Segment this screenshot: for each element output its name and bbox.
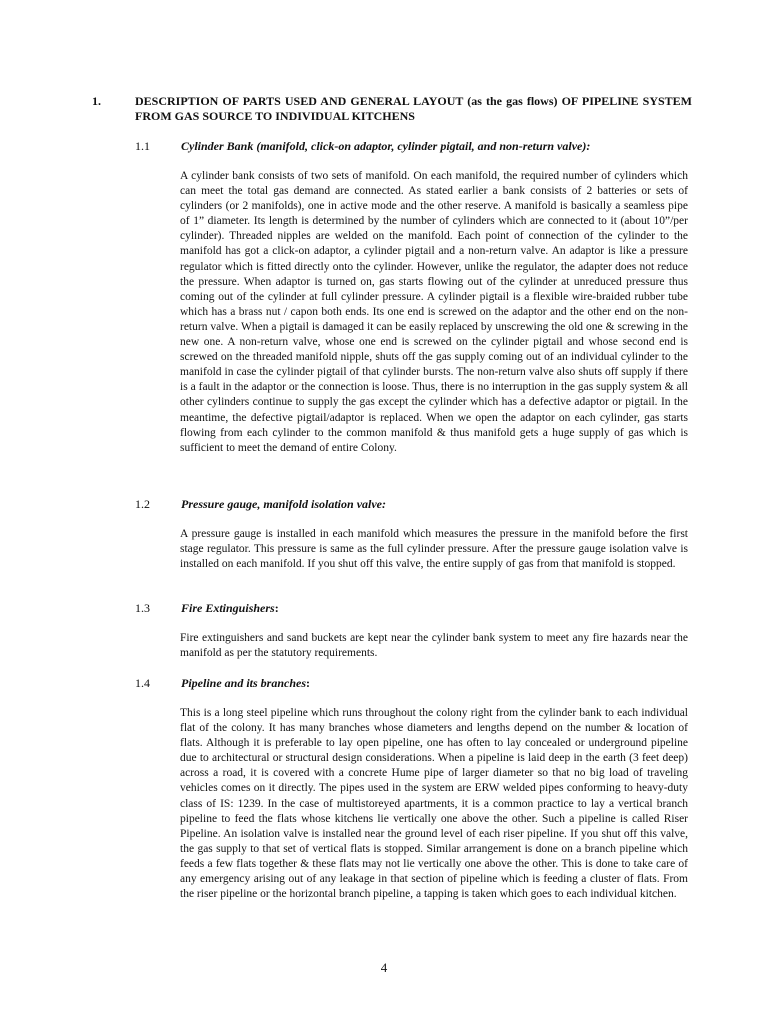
paragraph-fire-extinguishers: Fire extinguishers and sand buckets are kept near the cylinder bank system to meet any fire hazards near the manifold as per the statutory requirements. bbox=[180, 632, 688, 660]
paragraph-cylinder-bank: A cylinder bank consists of two sets of manifold. On each manifold, the required number of cylinders which can meet the total gas demand are connected. As stated earlier a bank consists of 2 batteries or sets of cylinders (or 2 manifolds), one in active mode and the other reserve. A manifold is basically a seamless pipe of 1” diameter. Its length is determined by the number of cylinders which are connected to it (about 10”/per cylinder). Threaded nipples are welded on the manifold. Each point of connection of the cylinder to the manifold has got a click-on adaptor, a cylinder pigtail and a non-return valve. An adaptor is like a pressure regulator which is fitted directly onto the cylinder. However, unlike the regulator, the adapter does not reduce the pressure. When adaptor is turned on, gas starts flowing out of the cylinder at unreduced pressure thus coming out of the cylinder at full cylinder pressure. A cylinder pigtail is a flexible wire-braided rubber tube which has a brass nut / capon both ends. Its one end is screwed on the adaptor and the other end on the non-return valve. When a pigtail is damaged it can be easily replaced by unscrewing the old one & screwing in the new one. A non-return valve, whose one end is screwed on the cylinder pigtail and whose second end is screwed on the threaded manifold nipple, shuts off the gas supply coming out of an individual cylinder to the manifold in case the cylinder pigtail of that cylinder bursts. The non-return valve also shuts off supply if there is a fault in the adaptor or the connection is loose. Thus, there is no interruption in the gas supply system & all other cylinders continue to supply the gas except the cylinder which has a defective adaptor or pigtail. In the meantime, the defective pigtail/adaptor is replaced. When we open the adaptor on each cylinder, gas starts flowing from each cylinder to the common manifold & thus manifold gets a huge supply of gas which is sufficient to meet the demand of entire Colony. bbox=[180, 170, 688, 454]
subsection-number: 1.4 bbox=[135, 676, 150, 690]
paragraph-pipeline-branches: This is a long steel pipeline which runs throughout the colony right from the cylinder bank to each individual flat of the colony. It has many branches whose diameters and lengths depend on the number & location of flats. Although it is preferable to lay open pipeline, one has often to lay concealed or underground pipeline due to architectural or structural design considerations. When a pipeline is laid deep in the earth (3 feet deep) across a road, it is covered with a concrete Hume pipe of larger diameter so that no big load of traveling vehicles comes on it directly. The pipes used in the system are ERW welded pipes conforming to heavy-duty class of IS: 1239. In the case of multistoreyed apartments, it is a common practice to lay a vertical branch pipeline to feed the flats whose kitchens lie vertically one above the other. Such a pipeline is called Riser Pipeline. An isolation valve is installed near the ground level of each riser pipeline. If you shut off this valve, the gas supply to that set of vertical flats is stopped. Similar arrangement is done on a branch pipeline which feeds a few flats together & these flats may not lie vertically one above the other. This is done to take care of any emergency arising out of any leakage in that section of pipeline which is feeding a cluster of flats. From the riser pipeline or the horizontal branch pipeline, a tapping is taken which goes to each individual kitchen. bbox=[180, 707, 688, 901]
section-title: DESCRIPTION OF PARTS USED AND GENERAL LAYOUT (as the gas flows) OF PIPELINE SYSTEM FROM GAS SOURCE TO INDIVIDUAL KITCHENS bbox=[135, 94, 692, 123]
section-number: 1. bbox=[92, 94, 101, 108]
subsection-number: 1.1 bbox=[135, 139, 150, 153]
subsection-title: Pressure gauge, manifold isolation valve: bbox=[181, 497, 386, 511]
subsection-title: Fire Extinguishers bbox=[181, 601, 275, 615]
subsection-title: Pipeline and its branches bbox=[181, 676, 307, 690]
subsection-title: Cylinder Bank (manifold, click-on adaptor, cylinder pigtail, and non-return valve): bbox=[181, 139, 591, 153]
subsection-number: 1.2 bbox=[135, 497, 150, 511]
subsection-title-colon: : bbox=[306, 676, 311, 690]
paragraph-pressure-gauge: A pressure gauge is installed in each manifold which measures the pressure in the manifold before the first stage regulator. This pressure is same as the full cylinder pressure. After the pressure gauge isolation valve is installed on each manifold. If you shut off this valve, the entire supply of gas from that manifold is stopped. bbox=[180, 528, 688, 571]
page-number: 4 bbox=[380, 960, 388, 975]
subsection-title-colon: : bbox=[274, 601, 279, 615]
subsection-number: 1.3 bbox=[135, 601, 150, 615]
